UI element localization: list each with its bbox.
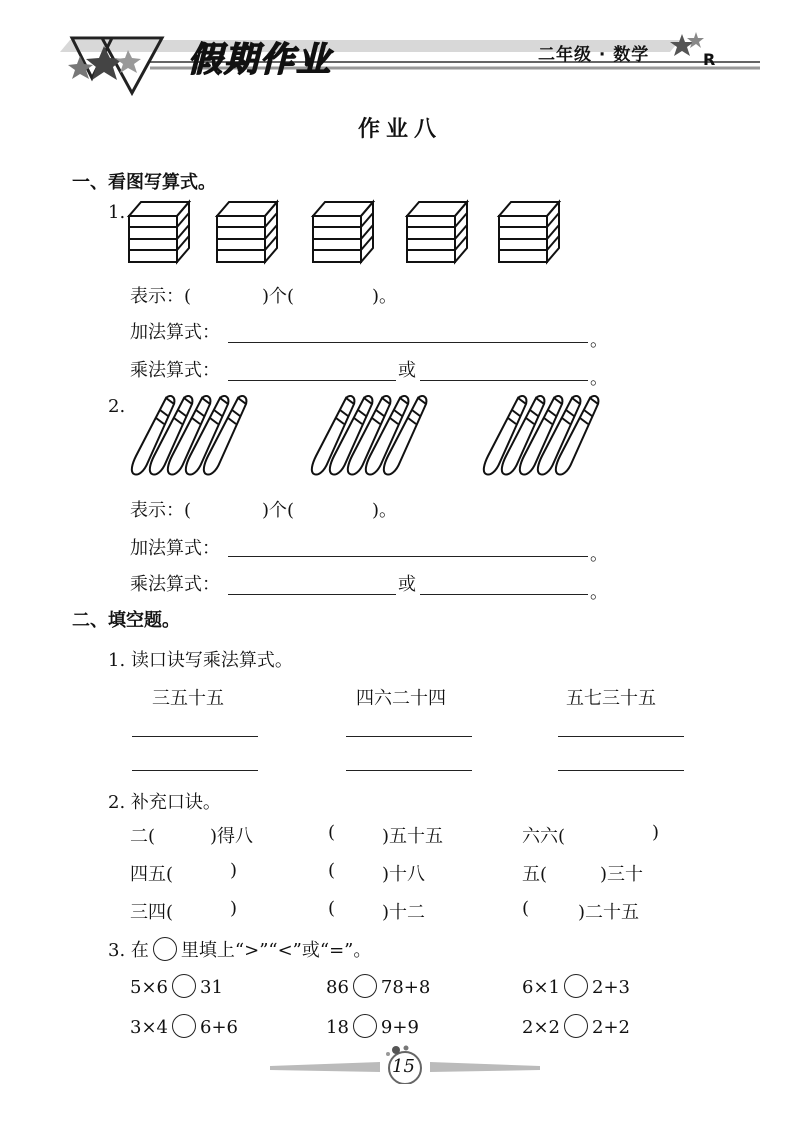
s2-q3-prompt [108,936,371,963]
page-title: 作业八 [357,117,442,142]
edition-mark: R [703,50,716,69]
q1-represent-end: )。 [372,286,398,307]
compare-answer-circle[interactable] [564,1014,588,1038]
s2-q2-prompt: 2. 补充口诀。 [108,792,221,813]
q1-add-label: 加法算式： [130,322,220,343]
grade-subject-label: 二年级 · 数学 [538,45,650,65]
q1-represent-label: 表示：( [130,286,192,307]
rhyme-1-answer-line-1[interactable] [132,736,258,737]
section-2-heading: 二、填空题。 [72,610,180,631]
rhyme-fill-r3-a1: 三四( [130,902,174,923]
q2-add-answer-line[interactable] [228,556,588,557]
q1-add-end: 。 [590,330,608,351]
q1-or-text: 或 [398,360,416,381]
compare-right: 6+6 [200,1017,238,1038]
q2-mul-answer-line-1[interactable] [228,594,396,595]
q1-mul-end: 。 [590,368,608,389]
rhyme-fill-r1-c1: 六六( [522,826,566,847]
compare-answer-circle[interactable] [353,1014,377,1038]
rhyme-1: 三五十五 [152,688,224,709]
rhyme-fill-r2-c1: 五( [522,864,548,885]
compare-answer-circle[interactable] [172,1014,196,1038]
compare-right: 31 [200,977,223,998]
compare-r1-c1 [130,976,223,1000]
q2-mul-answer-line-2[interactable] [420,594,588,595]
compare-left: 86 [326,977,349,998]
section-1-heading: 一、看图写算式。 [72,172,216,193]
compare-left: 6×1 [522,977,560,998]
rhyme-2: 四六二十四 [356,688,446,709]
rhyme-3: 五七三十五 [566,688,656,709]
s2-q3-prompt-before: 3. 在 [108,940,149,961]
compare-left: 5×6 [130,977,168,998]
q1-mul-answer-line-1[interactable] [228,380,396,381]
compare-answer-circle[interactable] [172,974,196,998]
compare-left: 2×2 [522,1017,560,1038]
rhyme-fill-r1-b1: ( [328,822,336,843]
q1-number: 1. [108,202,126,223]
rhyme-fill-r3-c2: )二十五 [578,902,640,923]
q2-mul-label: 乘法算式： [130,574,220,595]
compare-right: 2+2 [592,1017,630,1038]
rhyme-fill-r3-c1: ( [522,898,530,919]
header-title: 假期作业 [188,40,332,80]
compare-answer-circle[interactable] [353,974,377,998]
q1-mul-answer-line-2[interactable] [420,380,588,381]
rhyme-fill-r1-a1: 二( [130,826,156,847]
page-number: 15 [392,1056,415,1077]
rhyme-fill-r2-c2: )三十 [600,864,644,885]
q1-represent-mid: )个( [262,286,295,307]
rhyme-fill-r2-a1: 四五( [130,864,174,885]
q2-represent-end: )。 [372,500,398,521]
q2-mul-end: 。 [590,582,608,603]
compare-right: 9+9 [380,1017,419,1038]
compare-answer-circle[interactable] [564,974,588,998]
compare-r2-c2 [326,1016,419,1040]
q1-mul-label: 乘法算式： [130,360,220,381]
compare-circle-icon [153,937,177,961]
rhyme-3-answer-line-1[interactable] [558,736,684,737]
s2-q1-prompt: 1. 读口诀写乘法算式。 [108,650,293,671]
compare-left: 3×4 [130,1017,168,1038]
q2-represent-mid: )个( [262,500,295,521]
rhyme-fill-r2-b2: )十八 [382,864,426,885]
rhyme-1-answer-line-2[interactable] [132,770,258,771]
rhyme-fill-r2-a2: ) [230,860,238,881]
q2-or-text: 或 [398,574,416,595]
stars-logo-icon [62,18,172,98]
rhyme-fill-r1-b2: )五十五 [382,826,444,847]
s2-q3-prompt-after: 里填上“>”“<”或“=”。 [180,940,372,961]
rhyme-2-answer-line-2[interactable] [346,770,472,771]
compare-r1-c3 [522,976,630,1000]
rhyme-fill-r3-a2: ) [230,898,238,919]
q2-add-end: 。 [590,544,608,565]
rhyme-fill-r2-b1: ( [328,860,336,881]
compare-right: 2+3 [592,977,630,998]
rhyme-3-answer-line-2[interactable] [558,770,684,771]
compare-left: 18 [326,1017,349,1038]
rhyme-2-answer-line-1[interactable] [346,736,472,737]
compare-right: 78+8 [380,977,431,998]
compare-r2-c1 [130,1016,238,1040]
rhyme-fill-r1-c2: ) [652,822,660,843]
pens-image [128,392,618,482]
compare-r2-c3 [522,1016,630,1040]
q2-number: 2. [108,396,126,417]
rhyme-fill-r3-b1: ( [328,898,336,919]
q2-add-label: 加法算式： [130,538,220,559]
box-stacks-image [125,196,565,268]
q2-represent-label: 表示：( [130,500,192,521]
rhyme-fill-r3-b2: )十二 [382,902,426,923]
q1-add-answer-line[interactable] [228,342,588,343]
compare-r1-c2 [326,976,430,1000]
rhyme-fill-r1-a2: )得八 [210,826,254,847]
